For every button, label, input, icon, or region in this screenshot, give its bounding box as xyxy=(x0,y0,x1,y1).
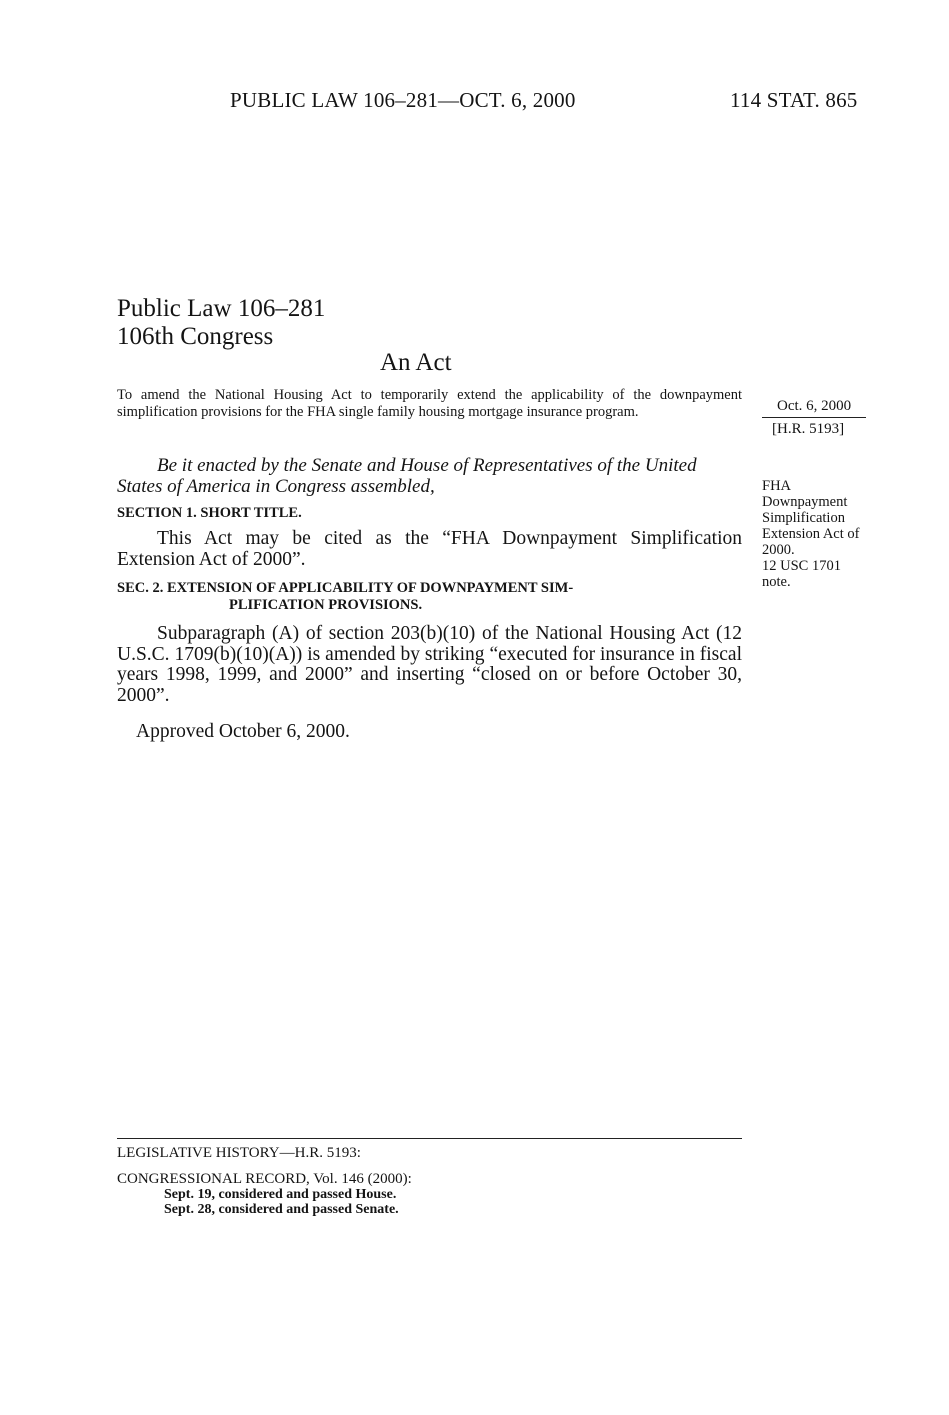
section-2-heading-line-1: SEC. 2. EXTENSION OF APPLICABILITY OF DOWNPAYMENT SIM- xyxy=(117,580,574,596)
margin-note-line: Downpayment xyxy=(762,494,848,510)
page-citation: 114 STAT. 865 xyxy=(730,88,858,112)
congressional-record: CONGRESSIONAL RECORD, Vol. 146 (2000): xyxy=(117,1171,412,1187)
section-2-text xyxy=(117,624,742,706)
short-title-margin-note xyxy=(762,478,882,590)
purpose-clause xyxy=(117,387,742,420)
section-1-text xyxy=(117,529,742,570)
margin-note-line: note. xyxy=(762,574,791,590)
legislative-history-rule xyxy=(117,1138,742,1139)
history-entry: Sept. 19, considered and passed House. xyxy=(164,1187,397,1202)
legislative-history-heading: LEGISLATIVE HISTORY—H.R. 5193: xyxy=(117,1145,361,1161)
margin-note-line: Extension Act of xyxy=(762,526,860,542)
section-1-text-content: This Act may be cited as the “FHA Downpayment Simplification Extension Act of 2000”. xyxy=(117,528,742,570)
section-1-heading: SECTION 1. SHORT TITLE. xyxy=(117,505,302,521)
law-number: Public Law 106–281 xyxy=(117,295,326,322)
margin-note-line: Simplification xyxy=(762,510,845,526)
enactment-date: Oct. 6, 2000 xyxy=(777,398,852,414)
act-heading: An Act xyxy=(380,349,452,376)
history-entry: Sept. 28, considered and passed Senate. xyxy=(164,1202,399,1217)
margin-note-line: 12 USC 1701 xyxy=(762,558,841,574)
section-2-heading-line-2: PLIFICATION PROVISIONS. xyxy=(229,597,423,613)
margin-note-line: FHA xyxy=(762,478,792,494)
approval-statement: Approved October 6, 2000. xyxy=(136,721,350,742)
purpose-text: To amend the National Housing Act to temporarily extend the applicability of the downpayment simplification provisions for the FHA single family housing mortgage insurance program. xyxy=(117,387,742,420)
enacting-clause xyxy=(117,455,742,497)
congress-number: 106th Congress xyxy=(117,323,274,350)
section-2-text-content: Subparagraph (A) of section 203(b)(10) of the National Housing Act (12 U.S.C. 1709(b)(10)(A)) is amended by striking “executed for insurance in fiscal years 1998, 1999, and 2000” and inserting “closed on or before October 30, 2000”. xyxy=(117,623,742,706)
margin-note-line: 2000. xyxy=(762,542,795,558)
enacting-clause-text: Be it enacted by the Senate and House of Representatives of the United States of America in Congress assembled, xyxy=(117,455,697,497)
section-2-heading xyxy=(117,580,742,614)
running-head: PUBLIC LAW 106–281—OCT. 6, 2000 xyxy=(230,88,576,112)
bill-number: [H.R. 5193] xyxy=(772,421,845,437)
margin-date-rule xyxy=(762,417,866,418)
